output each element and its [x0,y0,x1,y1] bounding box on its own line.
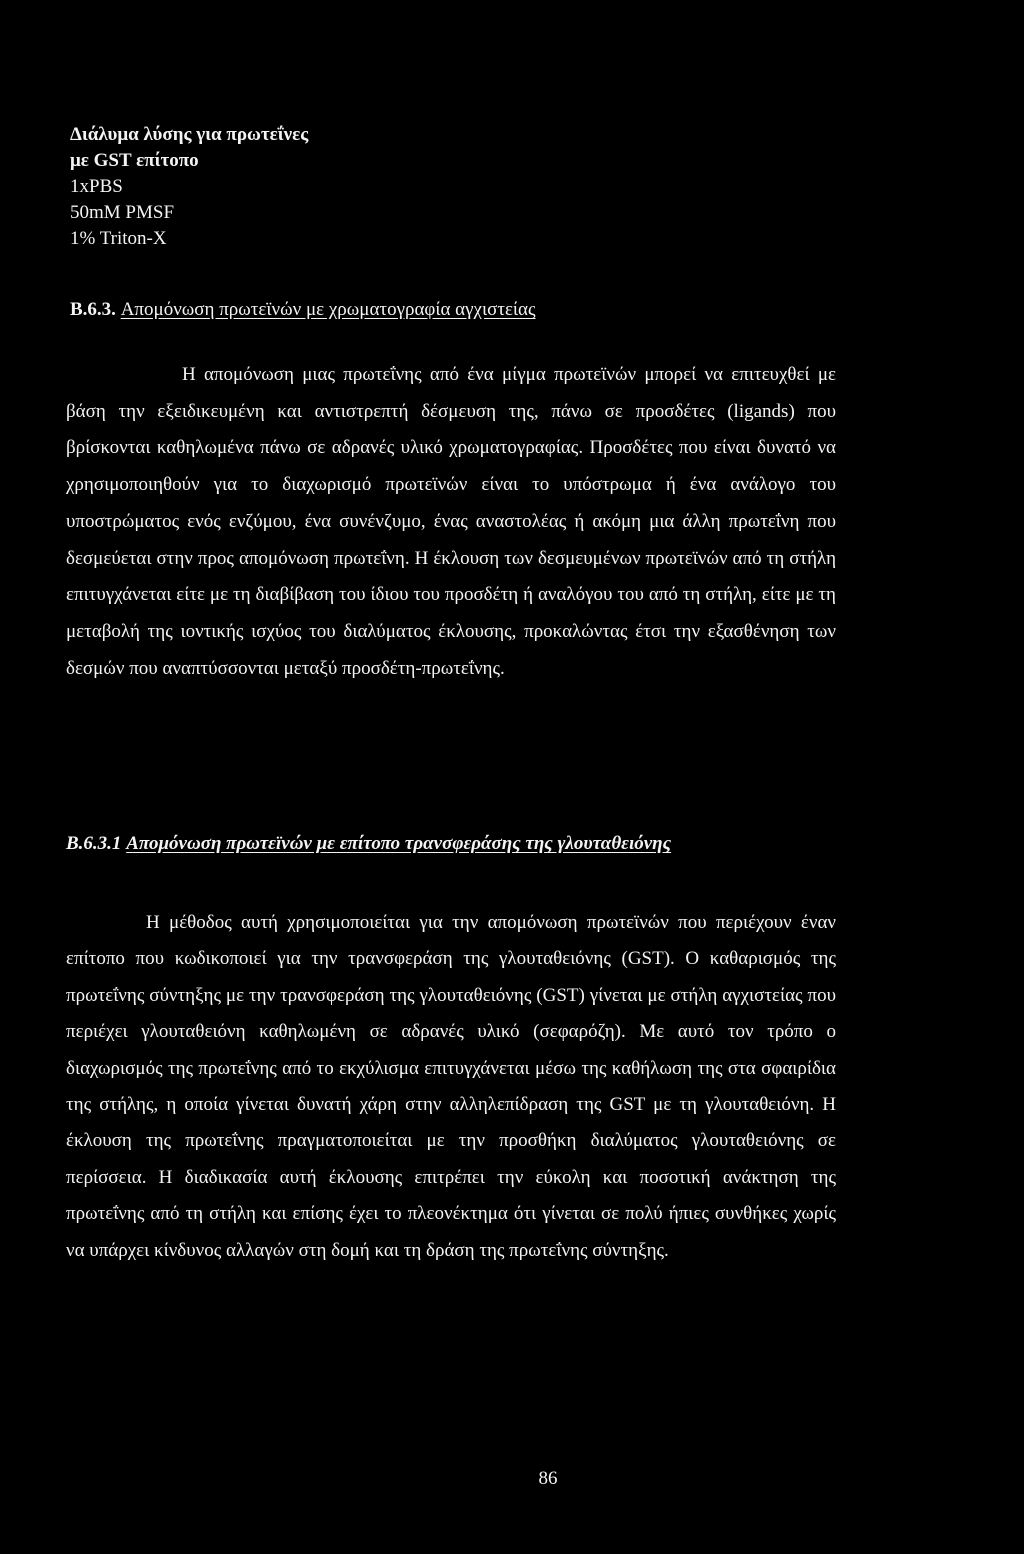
section-title: Απομόνωση πρωτεϊνών με χρωματογραφία αγχιστείας [120,299,536,320]
subsection-heading [66,831,671,857]
buffer-title-line1: Διάλυμα λύσης για πρωτεΐνες [70,124,309,145]
section-number: B.6.3. [70,299,116,320]
buffer-item: 1xPBS [70,176,123,197]
subsection-number: B.6.3.1 [66,833,122,854]
subsection-paragraph: Η μέθοδος αυτή χρησιμοποιείται για την απομόνωση πρωτεϊνών που περιέχουν έναν επίτοπο που κωδικοποιεί για την τρανσφεράση της γλουταθειόνης (GST). Ο καθαρισμός της πρωτεΐνης σύντηξης με την τρανσφεράση της γλουταθειόνης (GST) γίνεται με στήλη αγχιστείας που περιέχει γλουταθειόνη καθηλωμένη σε αδρανές υλικό (σεφαρόζη). Με αυτό τον τρόπο ο διαχωρισμός της πρωτεΐνης από το εκχύλισμα επιτυγχάνεται μέσω της καθήλωση της στα σφαιρίδια της στήλης, η οποία γίνεται δυνατή χάρη στην αλληλεπίδραση της GST με τη γλουταθειόνη. Η έκλουση της πρωτεΐνης πραγματοποιείται με την προσθήκη διαλύματος γλουταθειόνης σε περίσσεια. Η διαδικασία αυτή έκλουσης επιτρέπει την εύκολη και ποσοτική ανάκτηση της πρωτεΐνης από τη στήλη και επίσης έχει το πλεονέκτημα ότι γίνεται σε πολύ ήπιες συνθήκες χωρίς να υπάρχει κίνδυνος αλλαγών στη δομή και τη δράση της πρωτεΐνης σύντηξης. [66,912,836,1261]
section-heading [70,297,536,323]
buffer-item: 1% Triton-X [70,228,167,249]
page-number: 86 [538,1468,558,1489]
buffer-item: 50mM PMSF [70,202,175,223]
subsection-title: Απομόνωση πρωτεϊνών με επίτοπο τρανσφεράσης της γλουταθειόνης [126,833,672,854]
buffer-recipe [70,122,308,252]
section-paragraph: Η απομόνωση μιας πρωτεΐνης από ένα μίγμα πρωτεϊνών μπορεί να επιτευχθεί με βάση την εξειδικευμένη και αντιστρεπτή δέσμευση της, πάνω σε προσδέτες (ligands) που βρίσκονται καθηλωμένα πάνω σε αδρανές υλικό χρωματογραφίας. Προσδέτες που είναι δυνατό να χρησιμοποιηθούν για το διαχωρισμό πρωτεϊνών είναι το υπόστρωμα ή ένα ανάλογο του υποστρώματος ενός ενζύμου, ένα συνένζυμο, ένας αναστολέας ή ακόμη μια άλλη πρωτεΐνη που δεσμεύεται στην προς απομόνωση πρωτεΐνη. Η έκλουση των δεσμευμένων πρωτεϊνών από τη στήλη επιτυγχάνεται είτε με τη διαβίβαση του ίδιου του προσδέτη ή αναλόγου του από τη στήλη, είτε με τη μεταβολή της ιοντικής ισχύος του διαλύματος έκλουσης, προκαλώντας έτσι την εξασθένηση των δεσμών που αναπτύσσονται μεταξύ προσδέτη-πρωτεΐνης. [66,364,836,679]
buffer-title-line2: με GST επίτοπο [70,150,199,171]
